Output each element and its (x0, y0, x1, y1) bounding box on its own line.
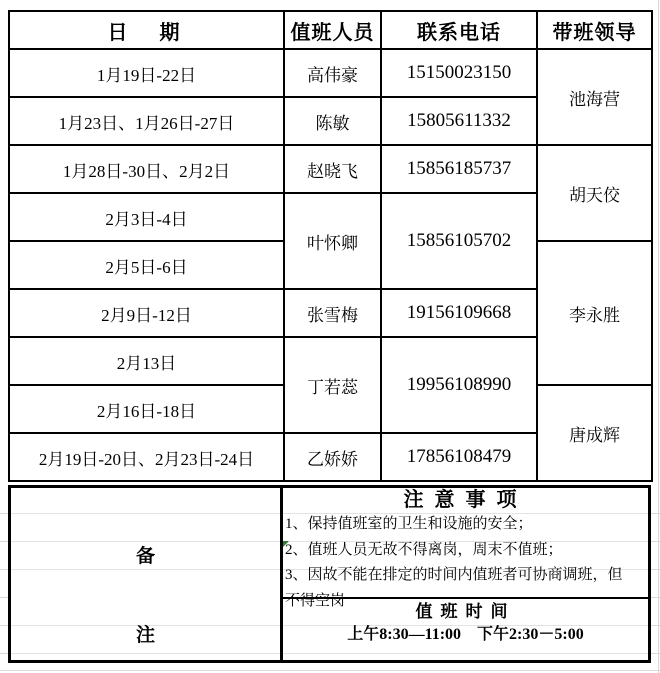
cell-date[interactable]: 2月13日 (9, 337, 284, 385)
table-row (9, 145, 652, 193)
duty-hours-value: 上午8:30—11:00 下午2:30－5:00 (347, 626, 584, 643)
cell-person[interactable]: 乙娇娇 (284, 433, 381, 481)
cell-phone[interactable]: 19956108990 (381, 337, 537, 433)
remarks-cell[interactable] (11, 488, 283, 660)
cell-date[interactable]: 1月28日-30日、2月2日 (9, 145, 284, 193)
cell-date[interactable]: 2月5日-6日 (9, 241, 284, 289)
cell-date[interactable]: 2月3日-4日 (9, 193, 284, 241)
cell-phone[interactable]: 15856185737 (381, 145, 537, 193)
cell-phone[interactable]: 15856105702 (381, 193, 537, 289)
cell-person[interactable]: 丁若蕊 (284, 337, 381, 433)
cell-phone[interactable]: 17856108479 (381, 433, 537, 481)
note-item: 2、值班人员无故不得离岗，周末不值班； (285, 541, 563, 558)
cell-date[interactable]: 2月16日-18日 (9, 385, 284, 433)
cell-leader[interactable]: 李永胜 (537, 241, 652, 385)
cell-person[interactable]: 陈敏 (284, 97, 381, 145)
note-item: 1、保持值班室的卫生和设施的安全； (285, 516, 533, 532)
notes-title: 注意事项 (403, 489, 528, 511)
note-item: 3、因故不能在排定的时间内值班者可协商调班，但 (285, 567, 623, 583)
table-row (9, 49, 652, 97)
cell-date[interactable]: 2月9日-12日 (9, 289, 284, 337)
cell-phone[interactable]: 15805611332 (381, 97, 537, 145)
header-person[interactable]: 值班人员 (284, 11, 381, 49)
header-phone[interactable]: 联系电话 (381, 11, 537, 49)
header-leader[interactable]: 带班领导 (537, 11, 652, 49)
cell-person[interactable]: 叶怀卿 (284, 193, 381, 289)
margin-gridline-bottom (0, 670, 660, 671)
cell-date[interactable]: 1月23日、1月26日-27日 (9, 97, 284, 145)
notes-cell[interactable] (283, 488, 648, 609)
cell-leader[interactable]: 唐成辉 (537, 385, 652, 481)
cell-date[interactable]: 2月19日-20日、2月23日-24日 (9, 433, 284, 481)
header-row (9, 11, 652, 49)
cell-phone[interactable]: 19156109668 (381, 289, 537, 337)
cell-phone[interactable]: 15150023150 (381, 49, 537, 97)
header-date[interactable]: 日 期 (9, 11, 284, 49)
remarks-section (8, 485, 651, 663)
note-item-clipped: 不得空岗 (285, 592, 346, 609)
remarks-char-bottom: 注 (135, 625, 155, 646)
duty-hours-title: 值班时间 (415, 602, 516, 621)
excel-error-marker-icon (283, 541, 289, 547)
cell-person[interactable]: 赵晓飞 (284, 145, 381, 193)
cell-person[interactable]: 高伟豪 (284, 49, 381, 97)
duty-hours-cell[interactable] (283, 599, 648, 660)
cell-date[interactable]: 1月19日-22日 (9, 49, 284, 97)
duty-roster-table (8, 10, 653, 482)
cell-person[interactable]: 张雪梅 (284, 289, 381, 337)
remarks-char-top: 备 (135, 546, 155, 567)
margin-gridline-vertical (658, 0, 659, 673)
cell-leader[interactable]: 胡天佼 (537, 145, 652, 241)
cell-leader[interactable]: 池海营 (537, 49, 652, 145)
